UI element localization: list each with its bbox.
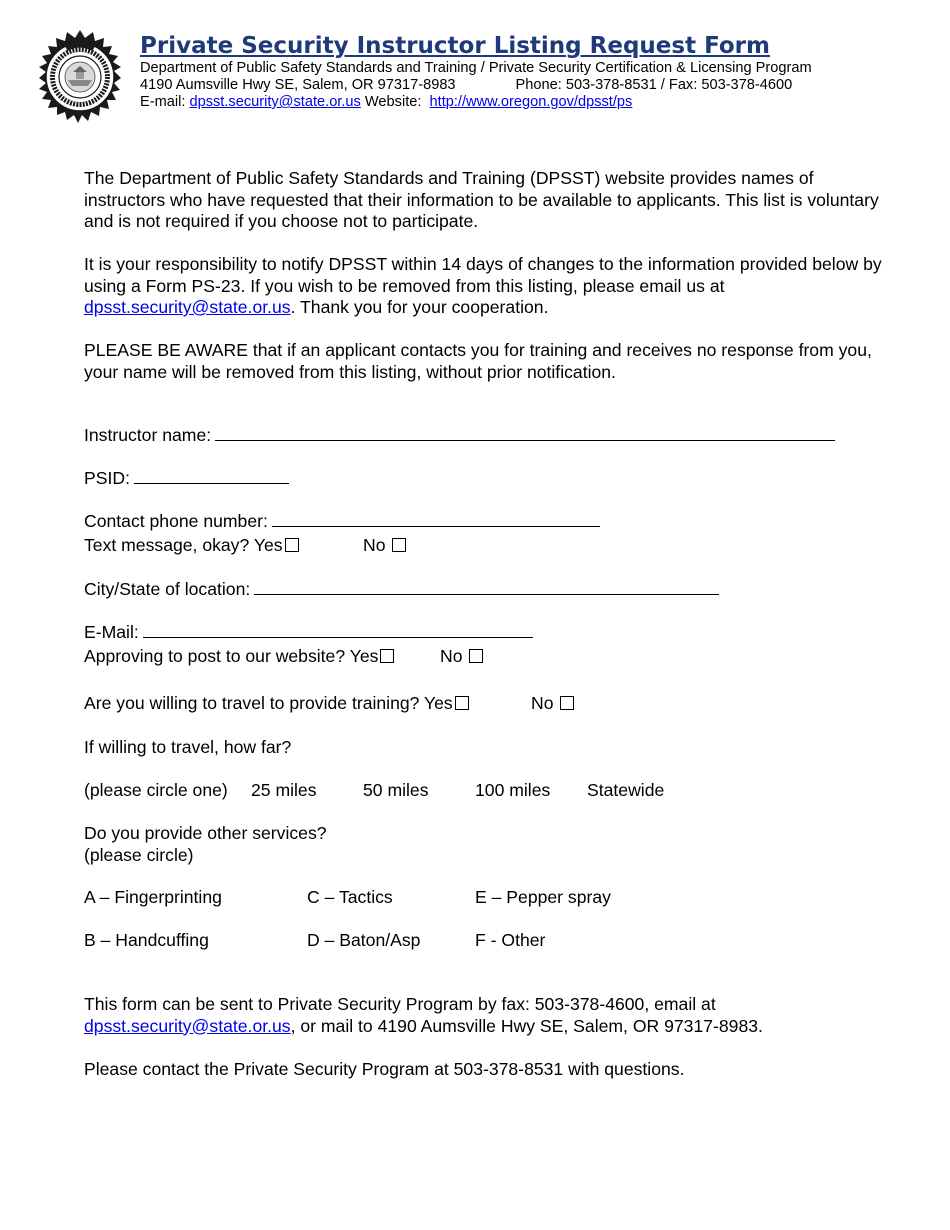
services-row-2	[84, 930, 784, 952]
website-link[interactable]: http://www.oregon.gov/dpsst/ps	[429, 94, 633, 110]
text-ok-no-checkbox[interactable]	[392, 538, 406, 552]
state-seal-logo	[30, 28, 130, 130]
footer-paragraph-1-end: , or mail to 4190 Aumsville Hwy SE, Salem, OR 97317-8983.	[290, 1015, 763, 1036]
phone-row	[84, 511, 600, 533]
intro-paragraph-2	[84, 254, 884, 319]
form-title: Private Security Instructor Listing Request Form	[140, 33, 770, 59]
approve-post-yes-label: Yes	[349, 646, 379, 666]
how-far-row	[84, 737, 291, 759]
email-row	[84, 622, 533, 644]
circle-one-label: (please circle one)	[84, 780, 228, 800]
distance-option-100[interactable]: 100 miles	[475, 780, 551, 800]
text-ok-no-label: No	[363, 535, 386, 555]
approve-post-row	[84, 646, 463, 668]
intro-email-link[interactable]: dpsst.security@state.or.us	[84, 297, 291, 317]
how-far-label: If willing to travel, how far?	[84, 737, 292, 757]
distance-options-row	[84, 780, 784, 802]
footer-email-link[interactable]: dpsst.security@state.or.us	[84, 1015, 291, 1036]
service-option-e[interactable]: E – Pepper spray	[475, 887, 611, 907]
phone-fax: Phone: 503-378-8531 / Fax: 503-378-4600	[515, 77, 793, 93]
psid-row	[84, 468, 289, 490]
services-label: Do you provide other services?	[84, 823, 327, 843]
distance-option-25[interactable]: 25 miles	[251, 780, 317, 800]
approve-post-no-checkbox[interactable]	[469, 649, 483, 663]
email-field[interactable]	[143, 622, 533, 638]
intro-paragraph-2-text: It is your responsibility to notify DPSST within 14 days of changes to the information provided below by using a Form PS-23. If you wish to be removed from this listing, please email us at	[84, 254, 882, 296]
approve-post-no-option	[440, 646, 483, 668]
instructor-name-field[interactable]	[215, 425, 835, 441]
footer-text	[84, 994, 884, 1102]
city-state-field[interactable]	[254, 579, 719, 595]
psid-label: PSID:	[84, 468, 130, 488]
service-option-a[interactable]: A – Fingerprinting	[84, 887, 222, 907]
distance-option-50[interactable]: 50 miles	[363, 780, 429, 800]
services-sub-label: (please circle)	[84, 844, 194, 865]
distance-option-statewide[interactable]: Statewide	[587, 780, 665, 800]
travel-label: Are you willing to travel to provide training?	[84, 693, 420, 713]
services-question	[84, 823, 327, 866]
footer-paragraph-1	[84, 994, 884, 1037]
intro-paragraph-1: The Department of Public Safety Standards and Training (DPSST) website provides names of instructors who have requested that their information to be available to applicants. This list is voluntary and is not required if you choose not to participate.	[84, 168, 879, 231]
text-ok-row	[84, 535, 386, 557]
travel-yes-checkbox[interactable]	[455, 696, 469, 710]
city-state-row	[84, 579, 719, 601]
service-option-c[interactable]: C – Tactics	[307, 887, 393, 907]
intro-text	[84, 168, 884, 405]
text-ok-yes-label: Yes	[253, 535, 283, 555]
email-field-label: E-Mail:	[84, 622, 139, 642]
letterhead	[140, 32, 930, 111]
city-state-label: City/State of location:	[84, 579, 251, 599]
service-option-d[interactable]: D – Baton/Asp	[307, 930, 421, 950]
text-ok-label: Text message, okay?	[84, 535, 250, 555]
address: 4190 Aumsville Hwy SE, Salem, OR 97317-8983	[140, 77, 456, 93]
service-option-b[interactable]: B – Handcuffing	[84, 930, 209, 950]
header-email-link[interactable]: dpsst.security@state.or.us	[189, 94, 361, 110]
service-option-f[interactable]: F - Other	[475, 930, 546, 950]
travel-no-label: No	[531, 693, 554, 713]
intro-paragraph-3: PLEASE BE AWARE that if an applicant contacts you for training and receives no response from you, your name will be removed from this listing, without prior notification.	[84, 340, 872, 382]
psid-field[interactable]	[134, 468, 289, 484]
services-row-1	[84, 887, 784, 909]
instructor-name-row	[84, 425, 835, 447]
website-label: Website:	[364, 94, 422, 110]
email-label: E-mail:	[140, 94, 186, 110]
travel-no-checkbox[interactable]	[560, 696, 574, 710]
contact-line	[140, 94, 930, 111]
department-line: Department of Public Safety Standards and Training / Private Security Certification & Licensing Program	[140, 60, 812, 76]
intro-paragraph-2-end: . Thank you for your cooperation.	[290, 297, 549, 317]
footer-paragraph-2: Please contact the Private Security Program at 503-378-8531 with questions.	[84, 1058, 685, 1079]
footer-paragraph-1-text: This form can be sent to Private Security Program by fax: 503-378-4600, email at	[84, 994, 716, 1014]
approve-post-no-label: No	[440, 646, 463, 666]
text-ok-yes-checkbox[interactable]	[285, 538, 299, 552]
travel-no-option	[531, 693, 574, 715]
approve-post-yes-checkbox[interactable]	[380, 649, 394, 663]
instructor-name-label: Instructor name:	[84, 425, 212, 445]
travel-yes-label: Yes	[424, 693, 453, 713]
address-phone-line	[140, 77, 930, 94]
text-ok-no-option	[363, 535, 406, 557]
phone-label: Contact phone number:	[84, 511, 268, 531]
approve-post-label: Approving to post to our website?	[84, 646, 346, 666]
travel-row	[84, 693, 554, 715]
phone-field[interactable]	[272, 511, 600, 527]
